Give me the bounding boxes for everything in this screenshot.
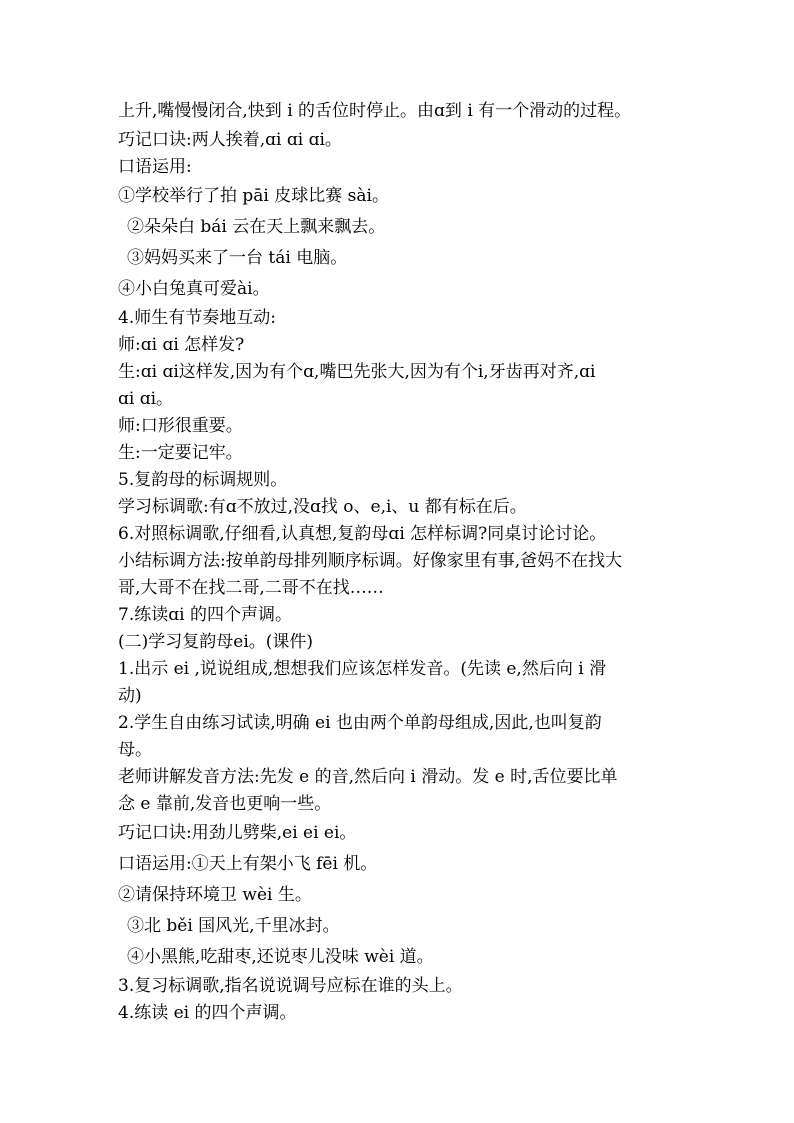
text-line: ③妈妈买来了一台 tái 电脑。 (127, 248, 348, 268)
text-line: 生:ɑi ɑi这样发,因为有个ɑ,嘴巴先张大,因为有个i,牙齿再对齐,ɑi (118, 362, 596, 382)
text-line: (二)学习复韵母ei。(课件) (118, 632, 314, 652)
text-line: 巧记口诀:两人挨着,ɑi ɑi ɑi。 (118, 130, 342, 150)
text-line: ④小黑熊,吃甜枣,还说枣儿没味 wèi 道。 (127, 947, 434, 967)
document-body (118, 96, 688, 1027)
text-line: 4.师生有节奏地互动: (118, 308, 276, 328)
text-line: 小结标调方法:按单韵母排列顺序标调。好像家里有事,爸妈不在找大 (118, 551, 623, 571)
text-line: ②请保持环境卫 wèi 生。 (118, 885, 312, 905)
text-line: ①学校举行了拍 pāi 皮球比赛 sài。 (118, 186, 389, 206)
text-line: 5.复韵母的标调规则。 (118, 470, 288, 490)
text-line: 3.复习标调歌,指名说说调号应标在谁的头上。 (118, 976, 463, 996)
text-line: 7.练读ɑi 的四个声调。 (118, 605, 292, 625)
text-line: 师:口形很重要。 (118, 416, 243, 436)
text-line: ②朵朵白 bái 云在天上飘来飘去。 (127, 217, 386, 237)
text-line: ɑi ɑi。 (118, 389, 174, 409)
text-line: 哥,大哥不在找二哥,二哥不在找…… (118, 578, 384, 598)
text-line: 母。 (118, 740, 152, 760)
text-line: ③北 běi 国风光,千里冰封。 (127, 916, 340, 936)
text-line: 老师讲解发音方法:先发 e 的音,然后向 i 滑动。发 e 时,舌位要比单 (118, 767, 618, 787)
text-line: 1.出示 ei ,说说组成,想想我们应该怎样发音。(先读 e,然后向 i 滑 (118, 659, 607, 679)
text-line: 师:ɑi ɑi 怎样发? (118, 335, 245, 355)
text-line: 动) (118, 686, 142, 706)
text-line: 上升,嘴慢慢闭合,快到 i 的舌位时停止。由ɑ到 i 有一个滑动的过程。 (118, 101, 632, 121)
text-line: 学习标调歌:有ɑ不放过,没ɑ找 o、e,i、u 都有标在后。 (118, 497, 527, 517)
text-line: 巧记口诀:用劲儿劈柴,ei ei ei。 (118, 823, 357, 843)
text-line: 口语运用:①天上有架小飞 fēi 机。 (118, 854, 378, 874)
text-line: 生:一定要记牢。 (118, 443, 243, 463)
text-line: ④小白兔真可爱ài。 (118, 279, 270, 299)
text-line: 口语运用: (118, 157, 192, 177)
text-line: 6.对照标调歌,仔细看,认真想,复韵母ɑi 怎样标调?同桌讨论讨论。 (118, 524, 607, 544)
text-line: 2.学生自由练习试读,明确 ei 也由两个单韵母组成,因此,也叫复韵 (118, 713, 602, 733)
text-line: 4.练读 ei 的四个声调。 (118, 1003, 297, 1023)
text-line: 念 e 靠前,发音也更响一些。 (118, 794, 332, 814)
